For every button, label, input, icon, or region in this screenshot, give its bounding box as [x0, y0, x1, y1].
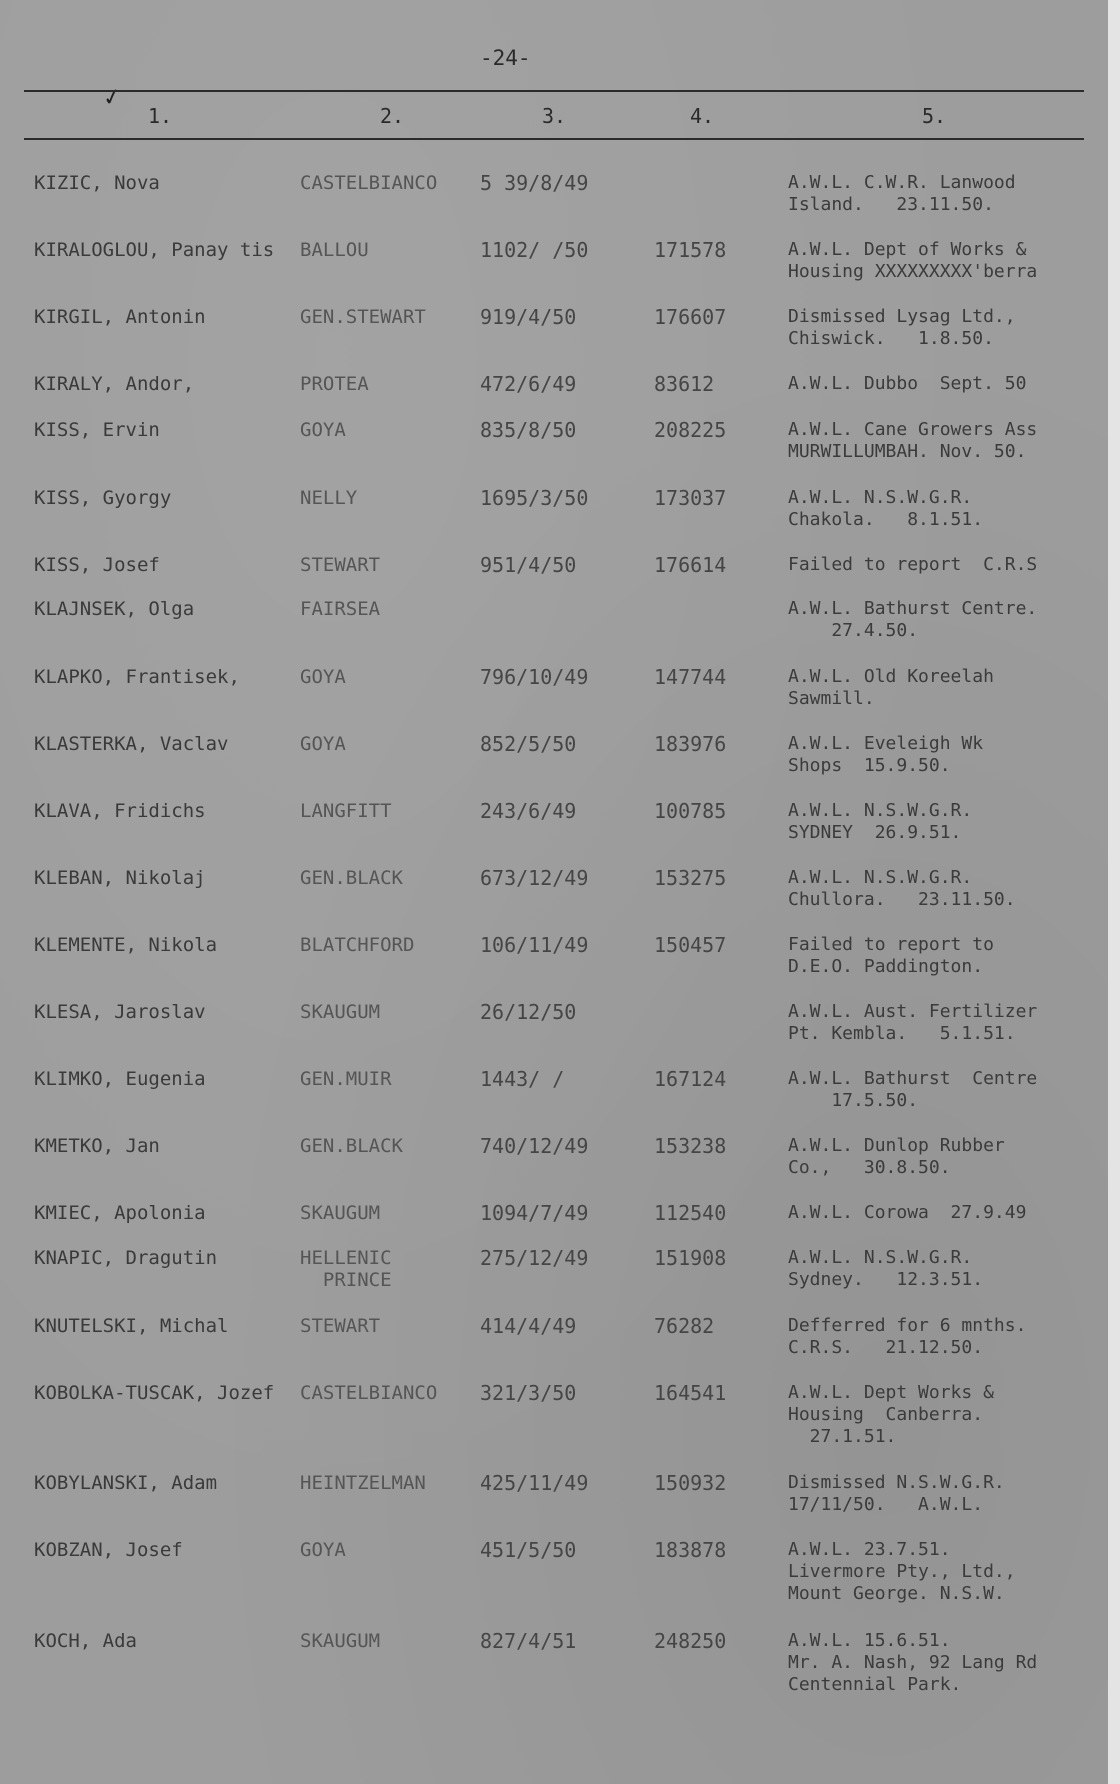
record-reference: 243/6/49 — [480, 800, 577, 822]
record-ship: BALLOU — [300, 239, 369, 261]
record-remarks: Dismissed N.S.W.G.R. 17/11/50. A.W.L. — [788, 1472, 1005, 1515]
record-reference: 26/12/50 — [480, 1001, 577, 1023]
record-name: KOBOLKA-TUSCAK, Jozef — [34, 1382, 275, 1404]
record-number: 183878 — [654, 1539, 727, 1561]
record-remarks: Failed to report C.R.S — [788, 554, 1038, 575]
record-reference: 919/4/50 — [480, 306, 577, 328]
record-name: KIRALOGLOU, Panay tis — [34, 239, 275, 261]
column-header-1: 1. — [148, 104, 173, 128]
record-name: KLEMENTE, Nikola — [34, 934, 218, 956]
record-ship: GEN.STEWART — [300, 306, 426, 328]
record-number: 164541 — [654, 1382, 727, 1404]
record-name: KNUTELSKI, Michal — [34, 1315, 229, 1337]
page-number: -24- — [480, 46, 531, 70]
table-row — [0, 934, 1108, 994]
column-header-5: 5. — [922, 104, 947, 128]
record-ship: PROTEA — [300, 373, 369, 395]
record-number: 153238 — [654, 1135, 727, 1157]
record-remarks: A.W.L. Old Koreelah Sawmill. — [788, 666, 994, 709]
record-reference: 1443/ / — [480, 1068, 565, 1090]
column-header-4: 4. — [690, 104, 715, 128]
table-row — [0, 1630, 1108, 1695]
record-number: 100785 — [654, 800, 727, 822]
record-name: KNAPIC, Dragutin — [34, 1247, 218, 1269]
scan-margin — [1108, 0, 1120, 1784]
handwritten-tick-mark: ✓ — [101, 80, 123, 114]
record-number: 173037 — [654, 487, 727, 509]
table-row — [0, 733, 1108, 793]
record-ship: SKAUGUM — [300, 1001, 381, 1023]
table-row — [0, 1315, 1108, 1375]
record-reference: 1695/3/50 — [480, 487, 589, 509]
record-reference: 673/12/49 — [480, 867, 589, 889]
table-row — [0, 598, 1108, 658]
record-reference: 425/11/49 — [480, 1472, 589, 1494]
record-ship: NELLY — [300, 487, 358, 509]
record-reference: 796/10/49 — [480, 666, 589, 688]
record-ship: LANGFITT — [300, 800, 392, 822]
record-remarks: A.W.L. N.S.W.G.R. Chullora. 23.11.50. — [788, 867, 1016, 910]
record-ship: HELLENIC PRINCE — [300, 1247, 392, 1291]
record-number: 112540 — [654, 1202, 727, 1224]
record-number: 153275 — [654, 867, 727, 889]
record-remarks: Defferred for 6 mnths. C.R.S. 21.12.50. — [788, 1315, 1027, 1358]
record-name: KLASTERKA, Vaclav — [34, 733, 229, 755]
record-ship: GOYA — [300, 733, 346, 755]
record-number: 150932 — [654, 1472, 727, 1494]
record-remarks: A.W.L. 15.6.51. Mr. A. Nash, 92 Lang Rd Centennial Park. — [788, 1630, 1038, 1695]
record-name: KIRGIL, Antonin — [34, 306, 206, 328]
record-remarks: Dismissed Lysag Ltd., Chiswick. 1.8.50. — [788, 306, 1016, 349]
record-remarks: A.W.L. N.S.W.G.R. Chakola. 8.1.51. — [788, 487, 984, 530]
record-remarks: A.W.L. Corowa 27.9.49 — [788, 1202, 1027, 1223]
table-row — [0, 666, 1108, 726]
record-ship: GOYA — [300, 419, 346, 441]
record-reference: 106/11/49 — [480, 934, 589, 956]
record-name: KLEBAN, Nikolaj — [34, 867, 206, 889]
record-number: 248250 — [654, 1630, 727, 1652]
record-remarks: A.W.L. Dept of Works & Housing XXXXXXXXX'berra — [788, 239, 1038, 282]
table-row — [0, 487, 1108, 547]
record-name: KOBYLANSKI, Adam — [34, 1472, 218, 1494]
record-reference: 1102/ /50 — [480, 239, 589, 261]
record-remarks: A.W.L. Cane Growers Ass MURWILLUMBAH. Nov. 50. — [788, 419, 1038, 462]
table-row — [0, 1539, 1108, 1604]
record-number: 150457 — [654, 934, 727, 956]
record-ship: GOYA — [300, 1539, 346, 1561]
record-name: KLIMKO, Eugenia — [34, 1068, 206, 1090]
record-remarks: A.W.L. Bathurst Centre 17.5.50. — [788, 1068, 1038, 1111]
record-name: KIRALY, Andor, — [34, 373, 195, 395]
record-reference: 451/5/50 — [480, 1539, 577, 1561]
table-row — [0, 800, 1108, 860]
record-reference: 827/4/51 — [480, 1630, 577, 1652]
record-number: 151908 — [654, 1247, 727, 1269]
column-header-3: 3. — [542, 104, 567, 128]
record-ship: STEWART — [300, 554, 381, 576]
record-remarks: A.W.L. 23.7.51. Livermore Pty., Ltd., Mount George. N.S.W. — [788, 1539, 1016, 1604]
record-reference: 414/4/49 — [480, 1315, 577, 1337]
record-reference: 472/6/49 — [480, 373, 577, 395]
record-ship: STEWART — [300, 1315, 381, 1337]
record-number: 176607 — [654, 306, 727, 328]
record-name: KMETKO, Jan — [34, 1135, 160, 1157]
record-reference: 852/5/50 — [480, 733, 577, 755]
record-reference: 1094/7/49 — [480, 1202, 589, 1224]
record-reference: 321/3/50 — [480, 1382, 577, 1404]
record-name: KIZIC, Nova — [34, 172, 160, 194]
record-number: 176614 — [654, 554, 727, 576]
record-ship: BLATCHFORD — [300, 934, 415, 956]
column-header-2: 2. — [380, 104, 405, 128]
record-number: 83612 — [654, 373, 715, 395]
table-row — [0, 306, 1108, 366]
record-remarks: Failed to report to D.E.O. Paddington. — [788, 934, 994, 977]
header-rule-bottom — [24, 138, 1084, 140]
record-reference: 5 39/8/49 — [480, 172, 589, 194]
record-reference: 740/12/49 — [480, 1135, 589, 1157]
record-ship: FAIRSEA — [300, 598, 381, 620]
record-name: KISS, Josef — [34, 554, 160, 576]
record-number: 167124 — [654, 1068, 727, 1090]
table-row — [0, 1068, 1108, 1128]
record-name: KOCH, Ada — [34, 1630, 137, 1652]
record-ship: GEN.BLACK — [300, 1135, 403, 1157]
record-name: KOBZAN, Josef — [34, 1539, 183, 1561]
record-number: 76282 — [654, 1315, 715, 1337]
record-name: KLESA, Jaroslav — [34, 1001, 206, 1023]
table-row — [0, 239, 1108, 299]
record-number: 208225 — [654, 419, 727, 441]
record-number: 171578 — [654, 239, 727, 261]
record-remarks: A.W.L. Bathurst Centre. 27.4.50. — [788, 598, 1038, 641]
record-ship: GOYA — [300, 666, 346, 688]
record-reference: 951/4/50 — [480, 554, 577, 576]
table-row — [0, 1382, 1108, 1447]
record-remarks: A.W.L. Aust. Fertilizer Pt. Kembla. 5.1.51. — [788, 1001, 1038, 1044]
record-reference: 275/12/49 — [480, 1247, 589, 1269]
table-row — [0, 1247, 1108, 1307]
record-name: KISS, Ervin — [34, 419, 160, 441]
record-name: KLAPKO, Frantisek, — [34, 666, 240, 688]
record-ship: CASTELBIANCO — [300, 172, 438, 194]
record-ship: CASTELBIANCO — [300, 1382, 438, 1404]
record-ship: SKAUGUM — [300, 1630, 381, 1652]
table-row — [0, 867, 1108, 927]
table-row — [0, 1472, 1108, 1532]
record-remarks: A.W.L. Dunlop Rubber Co., 30.8.50. — [788, 1135, 1005, 1178]
record-remarks: A.W.L. N.S.W.G.R. Sydney. 12.3.51. — [788, 1247, 984, 1290]
record-name: KLAVA, Fridichs — [34, 800, 206, 822]
record-ship: GEN.BLACK — [300, 867, 403, 889]
table-row — [0, 1001, 1108, 1061]
record-remarks: A.W.L. Eveleigh Wk Shops 15.9.50. — [788, 733, 984, 776]
record-ship: HEINTZELMAN — [300, 1472, 426, 1494]
record-name: KISS, Gyorgy — [34, 487, 172, 509]
record-remarks: A.W.L. Dubbo Sept. 50 — [788, 373, 1027, 394]
table-row — [0, 419, 1108, 479]
record-ship: SKAUGUM — [300, 1202, 381, 1224]
header-rule-top — [24, 90, 1084, 92]
record-remarks: A.W.L. C.W.R. Lanwood Island. 23.11.50. — [788, 172, 1016, 215]
table-row — [0, 1135, 1108, 1195]
record-name: KMIEC, Apolonia — [34, 1202, 206, 1224]
record-ship: GEN.MUIR — [300, 1068, 392, 1090]
record-number: 147744 — [654, 666, 727, 688]
record-reference: 835/8/50 — [480, 419, 577, 441]
record-remarks: A.W.L. Dept Works & Housing Canberra. 27.1.51. — [788, 1382, 994, 1447]
record-number: 183976 — [654, 733, 727, 755]
record-remarks: A.W.L. N.S.W.G.R. SYDNEY 26.9.51. — [788, 800, 973, 843]
table-row — [0, 172, 1108, 232]
record-name: KLAJNSEK, Olga — [34, 598, 195, 620]
